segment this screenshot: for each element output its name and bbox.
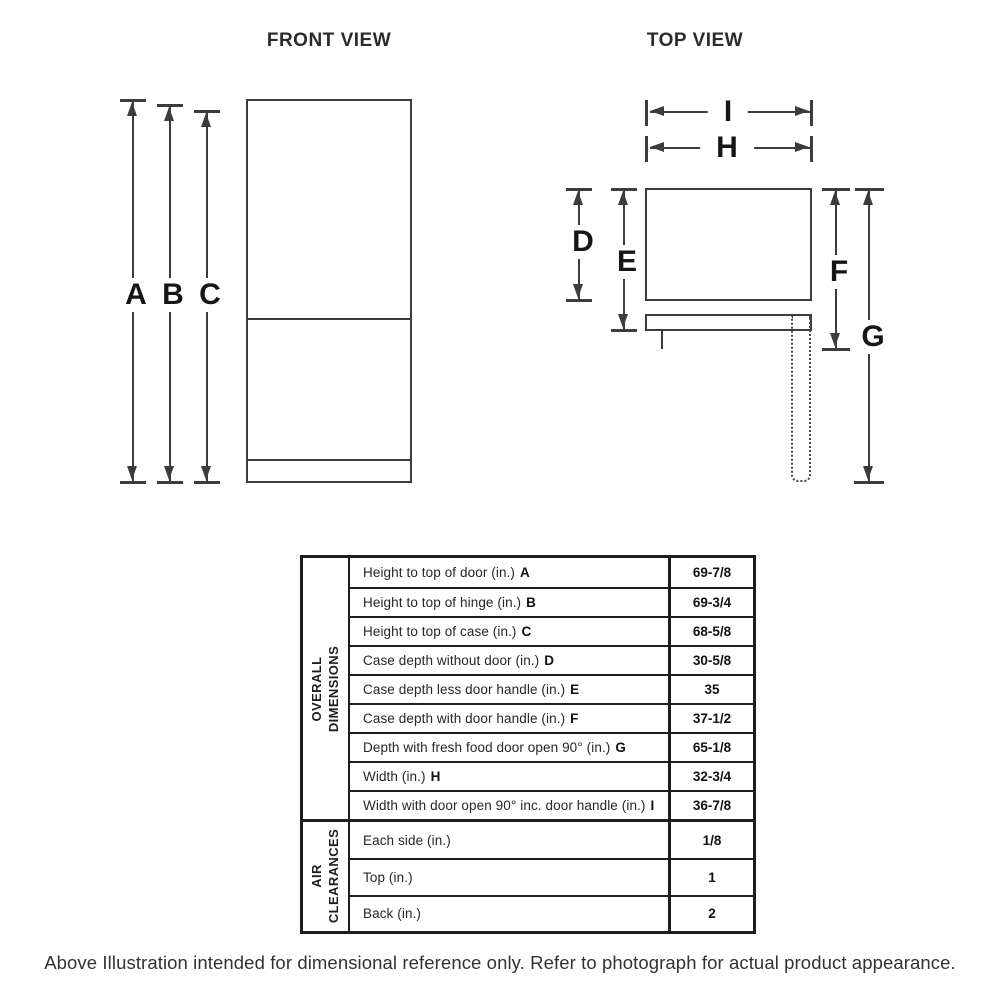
dimensions-table <box>300 555 756 934</box>
arrowhead-left-icon <box>650 106 664 116</box>
arrowhead-down-icon <box>164 466 174 480</box>
dim-tick <box>611 329 637 332</box>
arrowhead-up-icon <box>863 191 873 205</box>
dim-label-c: C <box>194 278 226 312</box>
arrowhead-right-icon <box>795 106 809 116</box>
fridge-base-line <box>248 459 410 461</box>
dim-label-b: B <box>157 278 189 312</box>
row-value: 68-5/8 <box>668 618 753 645</box>
dim-label-g: G <box>856 320 889 354</box>
arrowhead-up-icon <box>164 107 174 121</box>
dim-tick <box>566 299 592 302</box>
dim-tick <box>810 136 813 162</box>
dim-tick <box>822 348 850 351</box>
row-value: 30-5/8 <box>668 647 753 674</box>
dim-tick <box>645 136 648 162</box>
fridge-top-case-outline <box>645 188 812 301</box>
arrowhead-up-icon <box>618 191 628 205</box>
air-clearances-section <box>303 819 753 931</box>
arrowhead-down-icon <box>201 466 211 480</box>
table-row <box>350 587 753 616</box>
row-value: 69-3/4 <box>668 589 753 616</box>
door-handle-mark <box>661 331 663 349</box>
row-value: 36-7/8 <box>668 792 753 819</box>
row-value: 37-1/2 <box>668 705 753 732</box>
row-value: 69-7/8 <box>668 558 753 587</box>
table-row <box>350 732 753 761</box>
dim-label-e: E <box>612 245 642 279</box>
row-value: 32-3/4 <box>668 763 753 790</box>
dim-tick <box>157 481 183 484</box>
arrowhead-right-icon <box>795 142 809 152</box>
row-value: 2 <box>668 897 753 931</box>
arrowhead-down-icon <box>618 314 628 328</box>
fridge-top-door-outline <box>645 314 812 331</box>
row-label: Width with door open 90° inc. door handle (in.) I <box>363 798 655 813</box>
group-label-line: AIR <box>308 864 324 889</box>
arrowhead-up-icon <box>830 191 840 205</box>
arrowhead-down-icon <box>573 284 583 298</box>
row-label: Case depth less door handle (in.) E <box>363 682 580 697</box>
row-value: 1 <box>668 860 753 894</box>
row-value: 65-1/8 <box>668 734 753 761</box>
group-label-line: OVERALL <box>308 656 324 721</box>
row-label: Height to top of case (in.) C <box>363 624 532 639</box>
table-row <box>350 616 753 645</box>
table-row <box>350 703 753 732</box>
row-value: 1/8 <box>668 822 753 858</box>
dim-label-d: D <box>567 225 599 259</box>
row-label: Height to top of door (in.) A <box>363 565 530 580</box>
dim-label-h: H <box>700 131 754 165</box>
arrowhead-left-icon <box>650 142 664 152</box>
arrowhead-up-icon <box>201 113 211 127</box>
row-label: Each side (in.) <box>363 832 451 848</box>
table-row <box>350 822 753 858</box>
group-label-line: CLEARANCES <box>325 829 341 924</box>
fridge-door-divider-line <box>248 318 410 320</box>
table-row <box>350 645 753 674</box>
dim-label-f: F <box>825 255 853 289</box>
dim-tick <box>645 100 648 126</box>
row-label: Case depth without door (in.) D <box>363 653 555 668</box>
fridge-front-outline <box>246 99 412 483</box>
table-row <box>350 558 753 587</box>
arrowhead-up-icon <box>573 191 583 205</box>
arrowhead-down-icon <box>863 466 873 480</box>
dim-tick <box>120 481 146 484</box>
row-label: Height to top of hinge (in.) B <box>363 595 537 610</box>
arrowhead-down-icon <box>830 333 840 347</box>
row-label: Top (in.) <box>363 869 413 885</box>
reference-footnote: Above Illustration intended for dimensional reference only. Refer to photograph for actual product appearance. <box>44 952 956 973</box>
dim-tick <box>810 100 813 126</box>
table-row <box>350 895 753 931</box>
top-view-title: TOP VIEW <box>646 30 744 51</box>
dim-tick <box>854 481 884 484</box>
open-door-dashed-outline <box>791 316 811 482</box>
table-row <box>350 790 753 819</box>
overall-dimensions-section <box>303 558 753 819</box>
dim-tick <box>194 481 220 484</box>
air-clearances-group-label <box>303 822 350 931</box>
arrowhead-up-icon <box>127 102 137 116</box>
row-label: Case depth with door handle (in.) F <box>363 711 579 726</box>
overall-dimensions-group-label <box>303 558 350 819</box>
dim-label-a: A <box>120 278 152 312</box>
table-row <box>350 858 753 894</box>
row-label: Back (in.) <box>363 906 422 922</box>
row-label: Depth with fresh food door open 90° (in.) G <box>363 740 626 755</box>
arrowhead-down-icon <box>127 466 137 480</box>
table-row <box>350 761 753 790</box>
table-row <box>350 674 753 703</box>
front-view-title: FRONT VIEW <box>266 30 392 51</box>
group-label-line: DIMENSIONS <box>325 645 341 732</box>
row-label: Width (in.) H <box>363 769 441 784</box>
dim-label-i: I <box>708 95 748 129</box>
row-value: 35 <box>668 676 753 703</box>
